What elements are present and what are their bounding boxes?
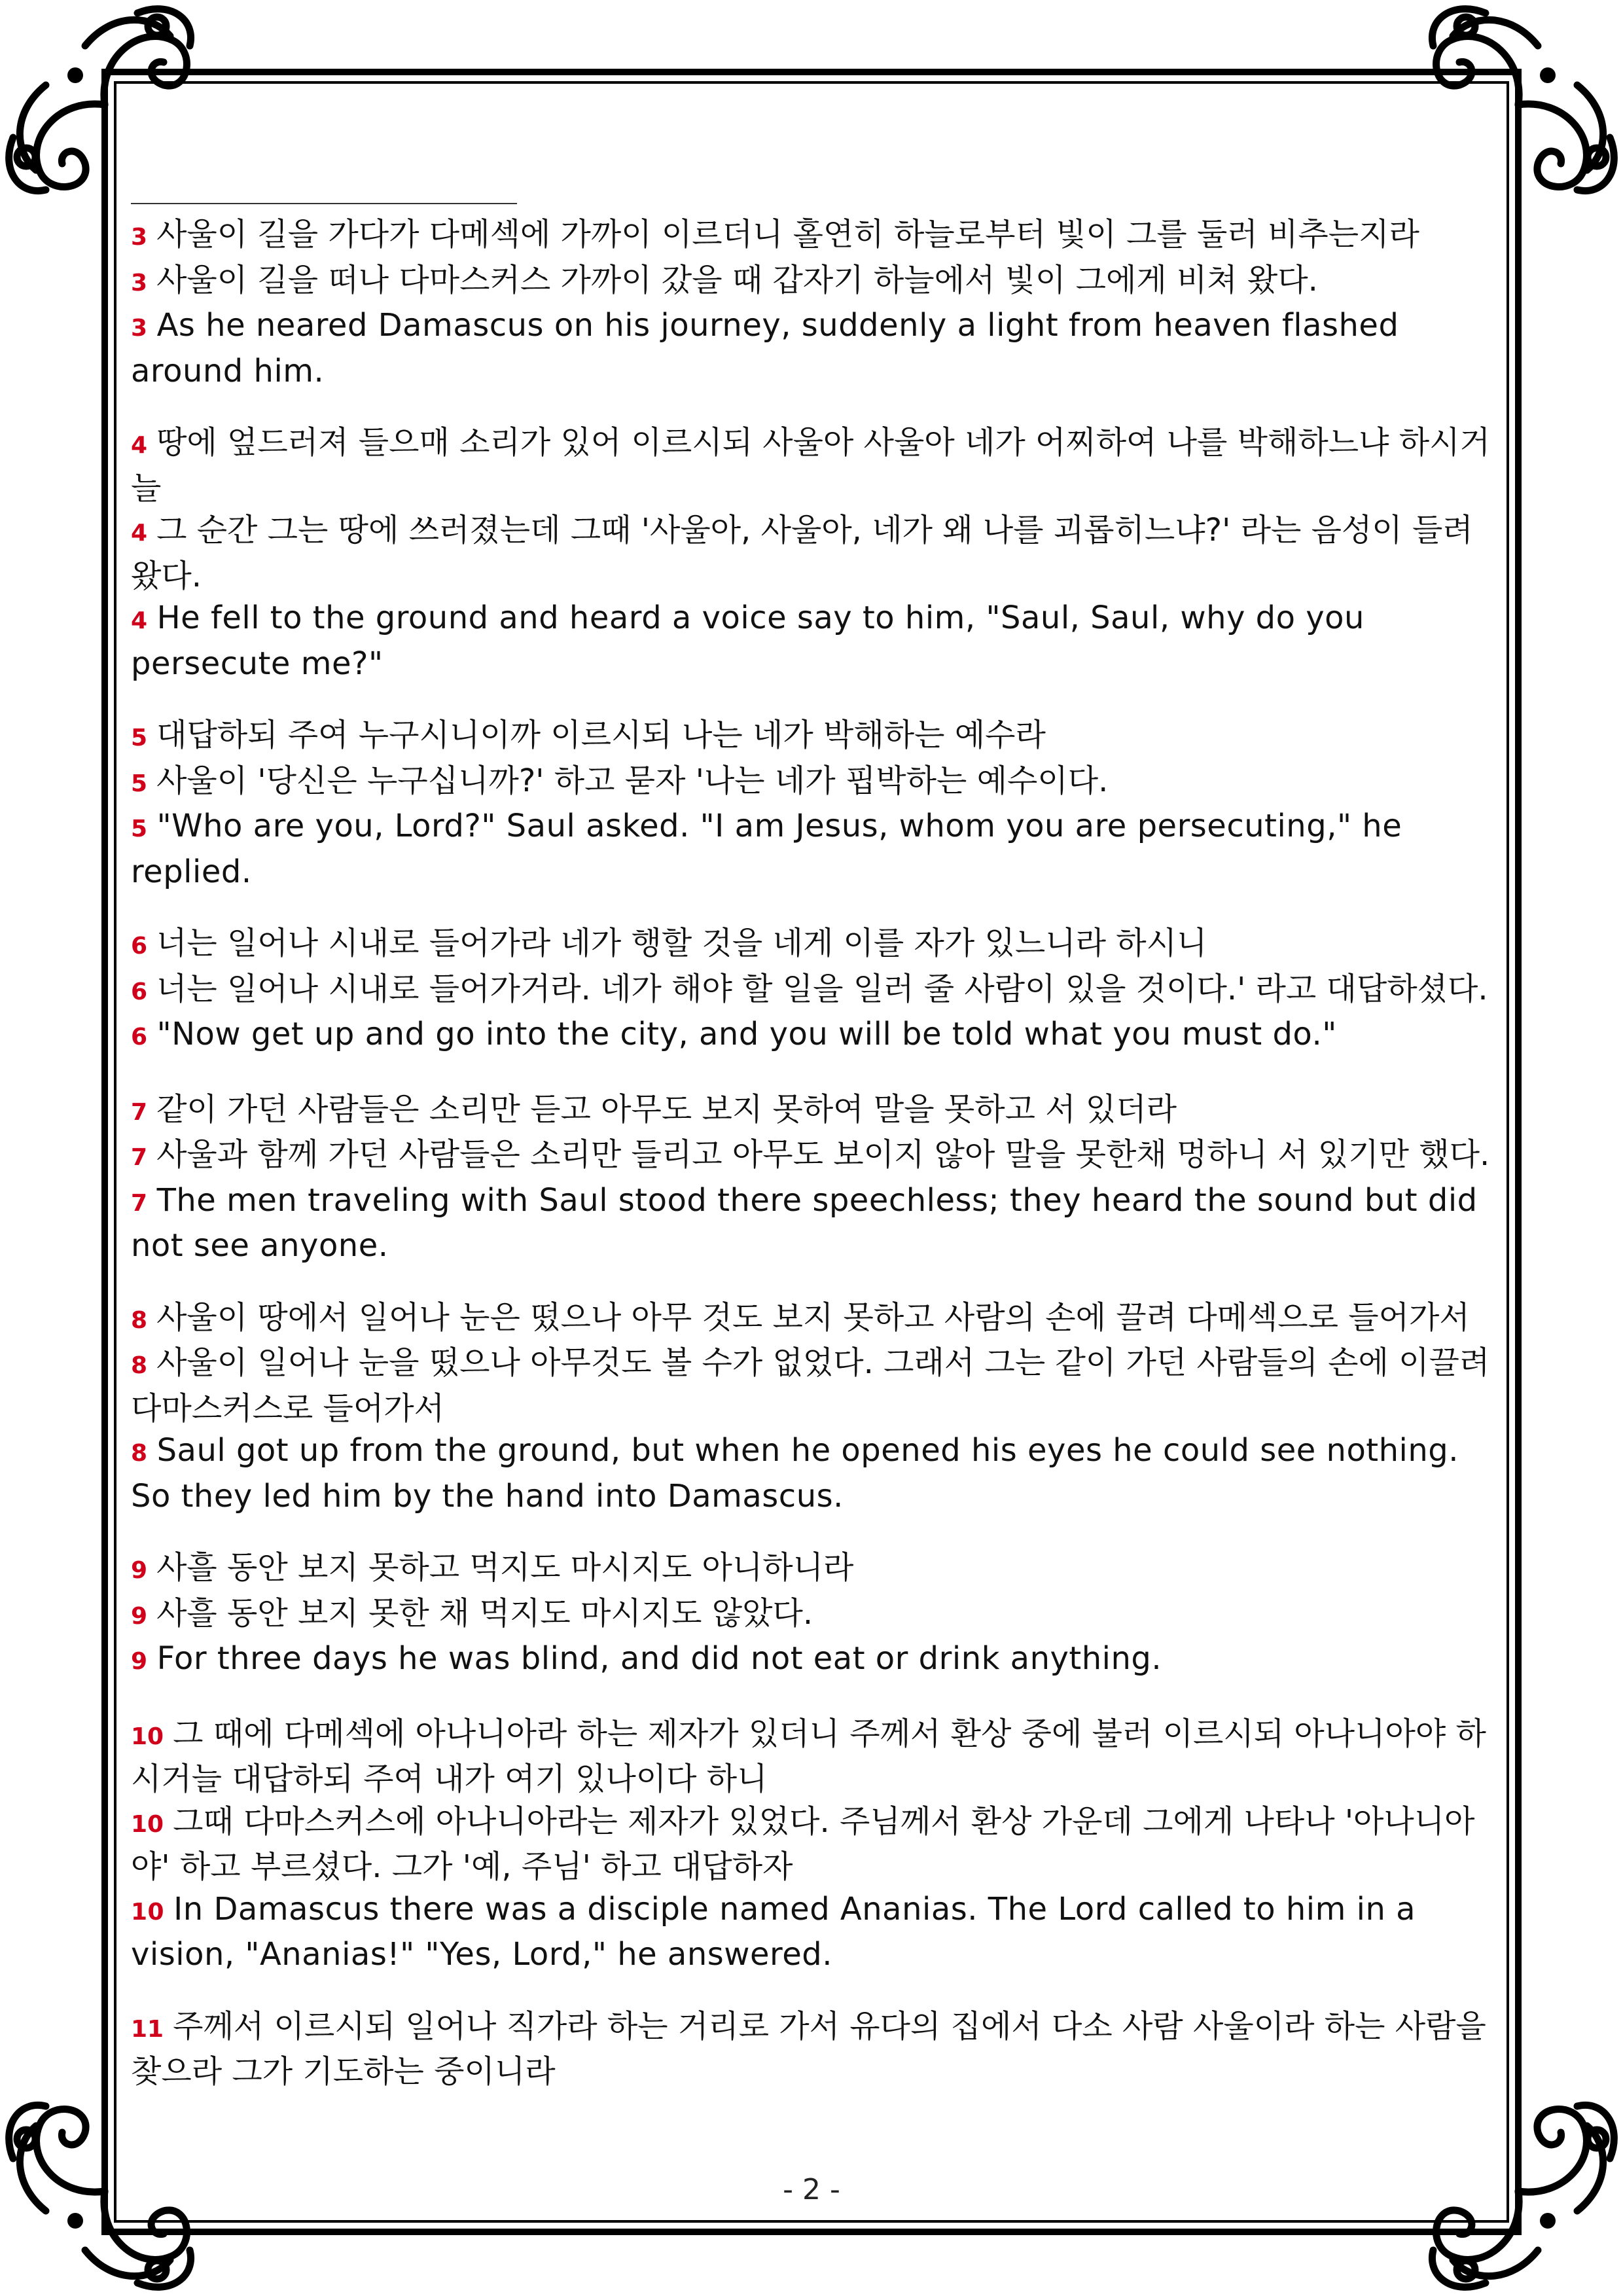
verse-text: "Who are you, Lord?" Saul asked. "I am Jesus, whom you are persecuting," he replied. [131,808,1402,890]
verse-line-korean [131,1342,1492,1429]
verse-text: 그 때에 다메섹에 아나니아라 하는 제자가 있더니 주께서 환상 중에 불러 이르시되 아나니아야 하시거늘 대답하되 주여 내가 여기 있나이다 하니 [131,1715,1486,1797]
verse-line-korean [131,1801,1492,1888]
verse-text: 대답하되 주여 누구시니이까 이르시되 나는 네가 박해하는 예수라 [156,717,1046,753]
verse-block [131,714,1492,893]
verse-number: 7 [131,1189,148,1217]
verse-text: 그때 다마스커스에 아나니아라는 제자가 있었다. 주님께서 환상 가운데 그에게 나타나 '아나니아야' 하고 부르셨다. 그가 '예, 주님' 하고 대답하자 [131,1803,1475,1885]
corner-ornament-icon [9,9,191,191]
verse-text: 너는 일어나 시내로 들어가거라. 네가 해야 할 일을 일러 줄 사람이 있을 것이다.' 라고 대답하셨다. [156,970,1488,1007]
verse-line-english [131,304,1492,392]
verse-line-korean [131,968,1492,1014]
verse-line-korean [131,1592,1492,1638]
verse-number: 10 [131,1810,164,1838]
verse-line-korean [131,259,1492,305]
verse-number: 5 [131,725,148,751]
verse-number: 3 [131,315,148,342]
verse-number: 9 [131,1557,148,1584]
verse-number: 7 [131,1144,148,1171]
verse-line-english [131,1638,1492,1683]
verse-line-english [131,1888,1492,1976]
verse-text: 그 순간 그는 땅에 쓰러졌는데 그때 '사울아, 사울아, 네가 왜 나를 괴롭히느냐?' 라는 음성이 들려왔다. [131,512,1473,594]
verse-line-english [131,1429,1492,1517]
verse-number: 5 [131,816,148,842]
verse-text: 너는 일어나 시내로 들어가라 네가 행할 것을 네게 이를 자가 있느니라 하시니 [156,925,1207,961]
verse-text: 사울과 함께 가던 사람들은 소리만 들리고 아무도 보이지 않아 말을 못한채 멍하니 서 있기만 했다. [156,1136,1490,1173]
verse-line-korean [131,213,1492,259]
verse-text: 사울이 길을 가다가 다메섹에 가까이 이르더니 홀연히 하늘로부터 빛이 그를 둘러 비추는지라 [156,216,1419,253]
verse-number: 9 [131,1602,148,1630]
verse-text: 땅에 엎드러져 들으매 소리가 있어 이르시되 사울아 사울아 네가 어찌하여 나를 박해하느냐 하시거늘 [131,424,1490,507]
verse-number: 9 [131,1648,148,1675]
verse-line-korean [131,2005,1492,2093]
verse-block [131,1088,1492,1267]
verse-number: 4 [131,432,148,459]
verse-number: 6 [131,933,148,960]
verse-line-korean [131,1088,1492,1134]
verse-text: "Now get up and go into the city, and you will be told what you must do." [156,1016,1337,1052]
verse-number: 6 [131,978,148,1005]
verse-text: 사흘 동안 보지 못한 채 먹지도 마시지도 않았다. [156,1594,813,1632]
header-divider [131,203,517,204]
verse-number: 8 [131,1352,148,1379]
verse-line-korean [131,1297,1492,1342]
verse-text: The men traveling with Saul stood there speechless; they heard the sound but did not see anyone. [131,1181,1478,1264]
verse-number: 6 [131,1024,148,1050]
verse-line-korean [131,714,1492,760]
verse-number: 7 [131,1098,148,1126]
verse-line-english [131,1013,1492,1059]
page-number: - 2 - [783,2173,840,2206]
verse-text: In Damascus there was a disciple named Ananias. The Lord called to him in a vision, "Ananias!" "Yes, Lord," he answered. [131,1890,1416,1973]
verse-text: 사울이 일어나 눈을 떴으나 아무것도 볼 수가 없었다. 그래서 그는 같이 가던 사람들의 손에 이끌려 다마스커스로 들어가서 [131,1344,1490,1427]
verse-line-korean [131,760,1492,806]
verse-line-english [131,1179,1492,1267]
scripture-body [131,213,1492,2123]
verse-text: As he neared Damascus on his journey, suddenly a light from heaven flashed around him. [131,307,1399,389]
verse-block [131,2005,1492,2093]
verse-block [131,922,1492,1059]
verse-number: 5 [131,770,148,797]
verse-block [131,1547,1492,1683]
verse-text: Saul got up from the ground, but when he opened his eyes he could see nothing. So they led him by the hand into Damascus. [131,1432,1459,1515]
verse-text: 사울이 길을 떠나 다마스커스 가까이 갔을 때 갑자기 하늘에서 빛이 그에게 비쳐 왔다. [156,261,1318,298]
verse-text: 같이 가던 사람들은 소리만 듣고 아무도 보지 못하여 말을 못하고 서 있더라 [156,1090,1177,1128]
verse-text: 사울이 '당신은 누구십니까?' 하고 묻자 '나는 네가 핍박하는 예수이다. [156,762,1109,799]
verse-number: 4 [131,520,148,547]
verse-line-korean [131,1134,1492,1179]
verse-block [131,422,1492,685]
verse-number: 11 [131,2015,164,2043]
verse-line-korean [131,422,1492,509]
verse-line-korean [131,509,1492,597]
verse-number: 4 [131,607,148,634]
verse-number: 10 [131,1898,165,1926]
verse-block [131,213,1492,392]
verse-number: 3 [131,224,148,251]
verse-line-korean [131,1713,1492,1801]
verse-text: 주께서 이르시되 일어나 직가라 하는 거리로 가서 유다의 집에서 다소 사람 사울이라 하는 사람을 찾으라 그가 기도하는 중이니라 [131,2007,1486,2090]
verse-block [131,1297,1492,1518]
verse-line-english [131,805,1492,893]
verse-number: 8 [131,1440,148,1467]
verse-line-korean [131,922,1492,968]
verse-text: 사흘 동안 보지 못하고 먹지도 마시지도 아니하니라 [156,1549,854,1586]
verse-line-english [131,597,1492,685]
verse-text: He fell to the ground and heard a voice say to him, "Saul, Saul, why do you persecute me?" [131,600,1364,682]
verse-number: 3 [131,269,148,296]
verse-number: 8 [131,1306,148,1334]
verse-number: 10 [131,1723,164,1750]
verse-text: For three days he was blind, and did not eat or drink anything. [156,1640,1162,1677]
verse-block [131,1713,1492,1976]
verse-text: 사울이 땅에서 일어나 눈은 떴으나 아무 것도 보지 못하고 사람의 손에 끌려 다메섹으로 들어가서 [156,1299,1470,1336]
verse-line-korean [131,1547,1492,1592]
